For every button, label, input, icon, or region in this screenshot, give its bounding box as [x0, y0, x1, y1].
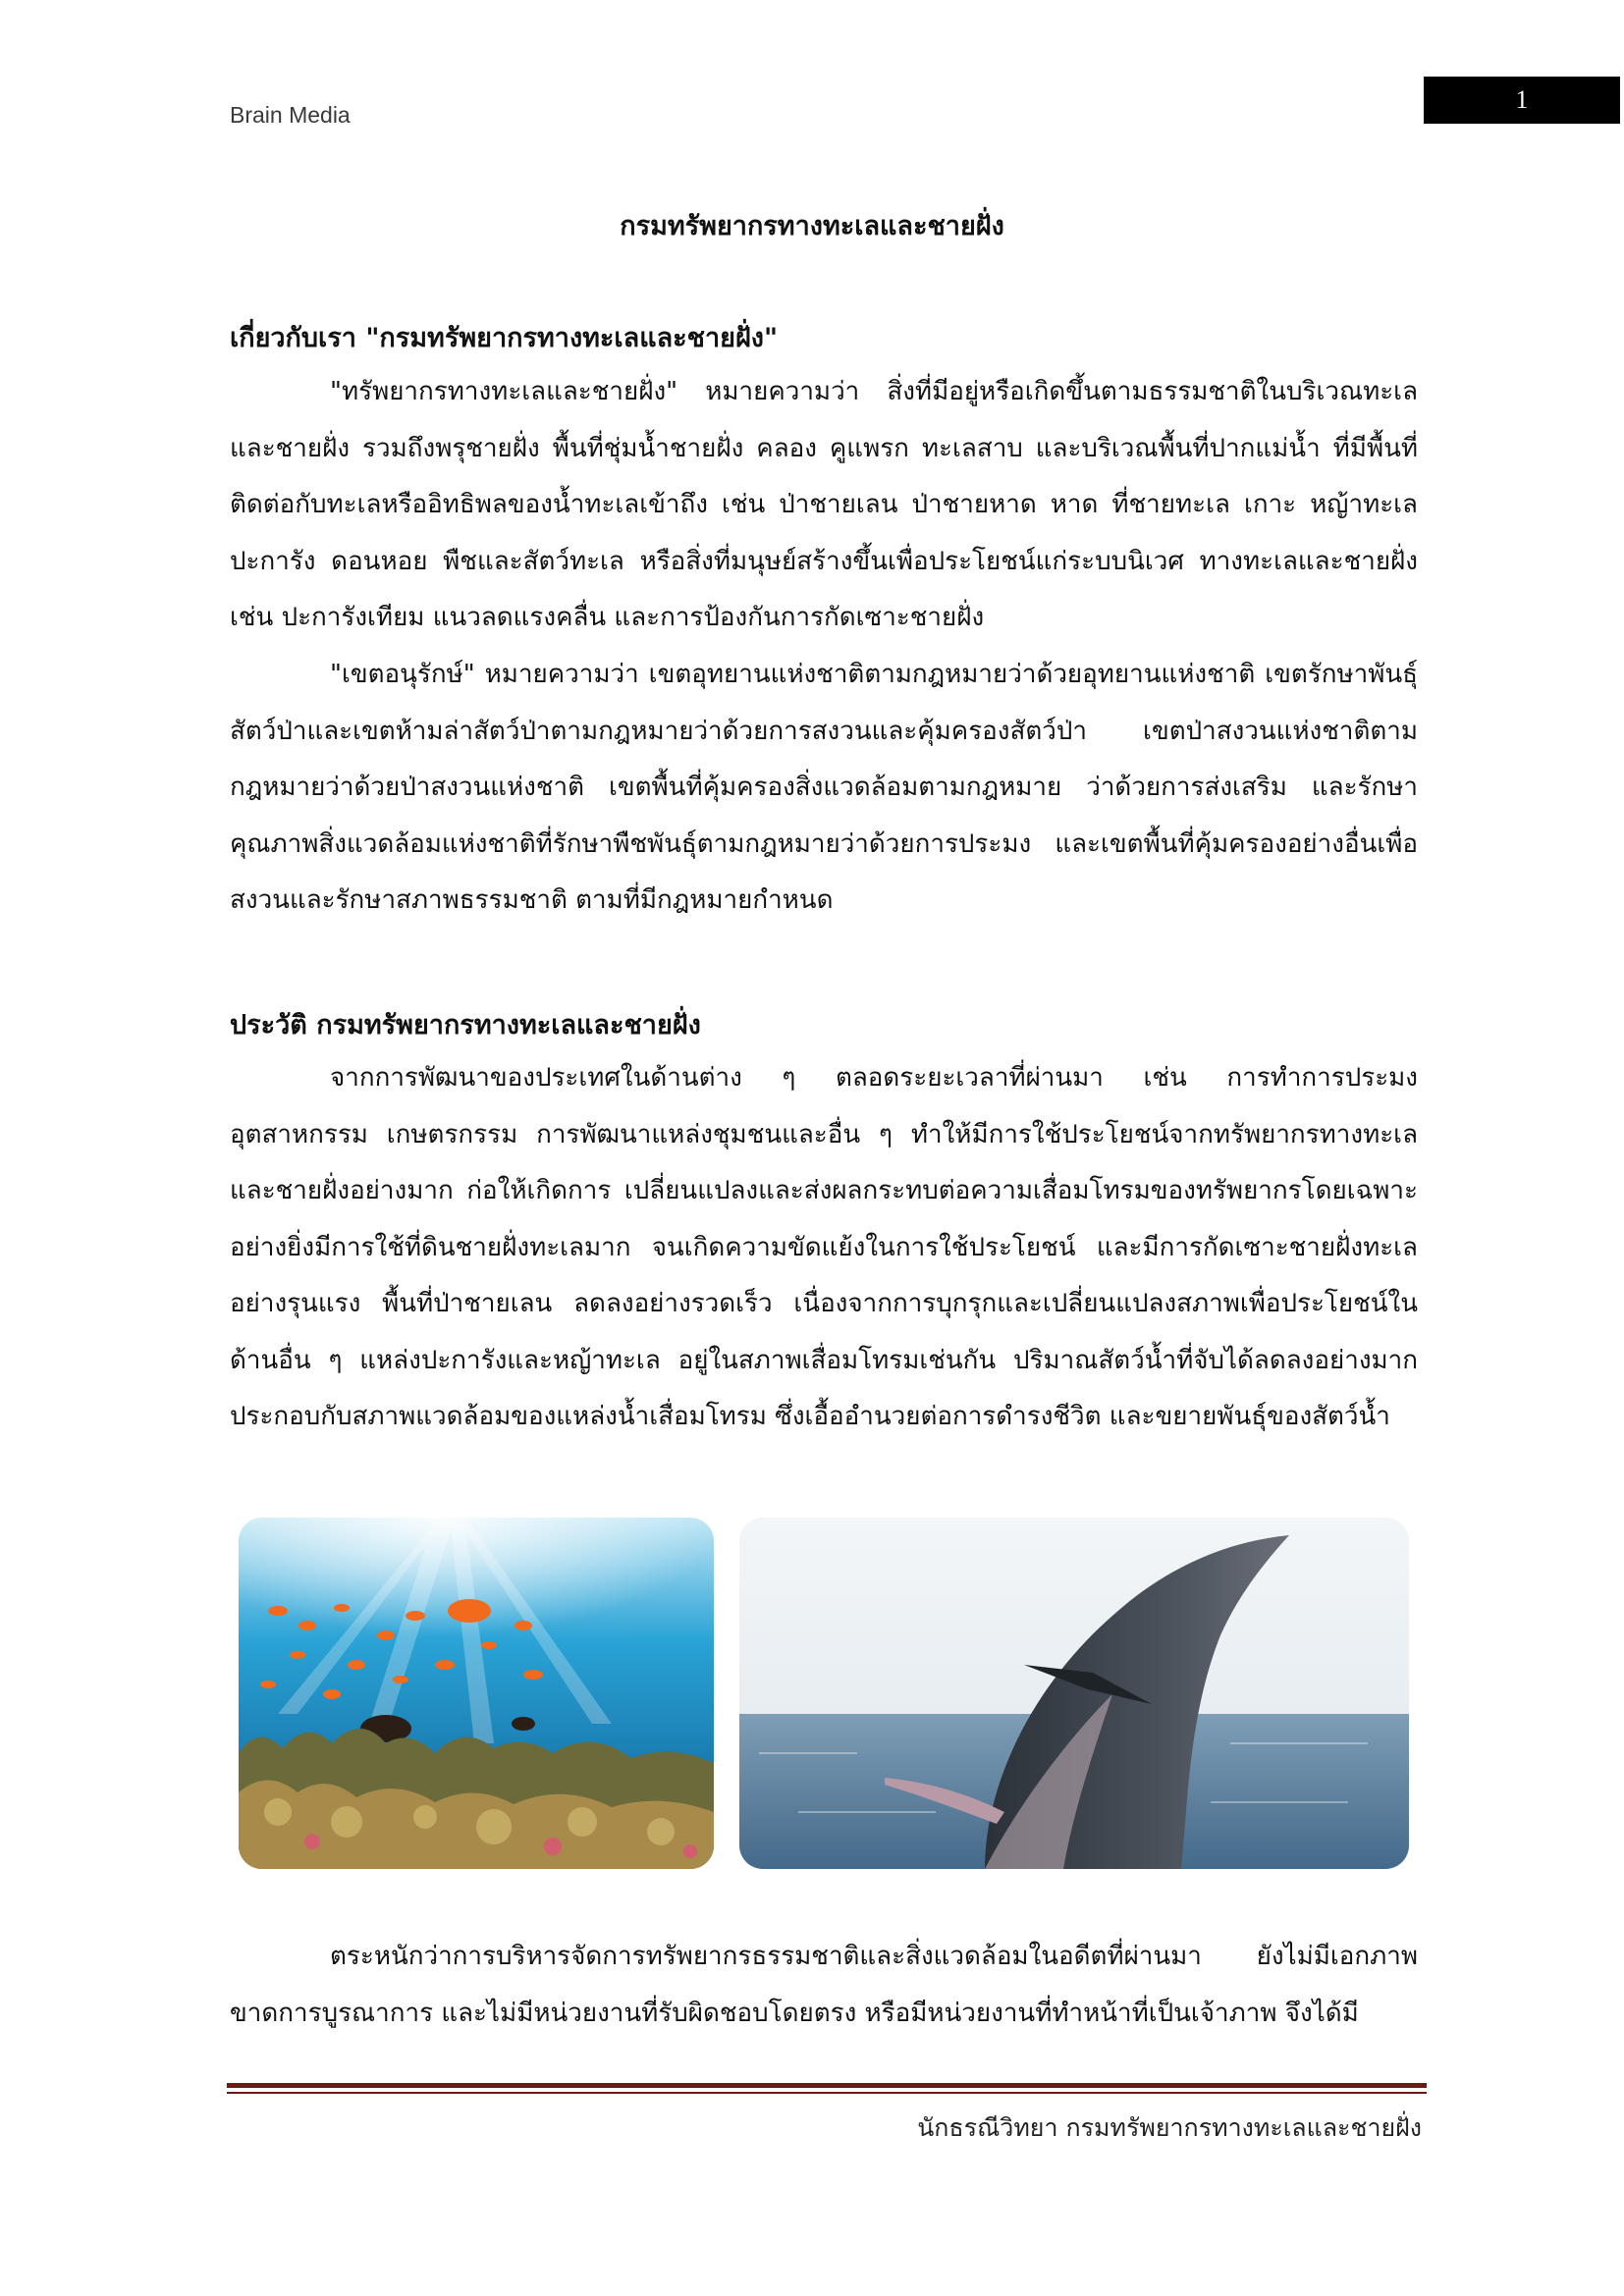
header-brand: Brain Media	[230, 102, 351, 128]
paragraph-history: จากการพัฒนาของประเทศในด้านต่าง ๆ ตลอดระยะเวลาที่ผ่านมา เช่น การทำการประมง อุตสาหกรรม เกษตรกรรม การพัฒนาแหล่งชุมชนและอื่น ๆ ทำให้มีการใช้ประโยชน์จากทรัพยากรทางทะเลและชายฝั่งอย่างมาก ก่อให้เกิดการ เปลี่ยนแปลงและส่งผลกระทบต่อความเสื่อมโทรมของทรัพยากรโดยเฉพาะอย่างยิ่งมีการใช้ที่ดินชายฝั่งทะเลมาก จนเกิดความขัดแย้งในการใช้ประโยชน์ และมีการกัดเซาะชายฝั่งทะเลอย่างรุนแรง พื้นที่ป่าชายเลน ลดลงอย่างรวดเร็ว เนื่องจากการบุกรุกและเปลี่ยนแปลงสภาพเพื่อประโยชน์ในด้านอื่น ๆ แหล่งปะการังและหญ้าทะเล อยู่ในสภาพเสื่อมโทรมเช่นกัน ปริมาณสัตว์น้ำที่จับได้ลดลงอย่างมาก ประกอบกับสภาพแวดล้อมของแหล่งน้ำเสื่อมโทรม ซึ่งเอื้ออำนวยต่อการดำรงชีวิต และขยายพันธุ์ของสัตว์น้ำ	[230, 1063, 1418, 1431]
page-number-badge: 1	[1424, 77, 1620, 124]
paragraph-conservation-zone-definition: "เขตอนุรักษ์" หมายความว่า เขตอุทยานแห่งชาติตามกฎหมายว่าด้วยอุทยานแห่งชาติ เขตรักษาพันธุ์สัตว์ป่าและเขตห้ามล่าสัตว์ป่าตามกฎหมายว่าด้วยการสงวนและคุ้มครองสัตว์ป่า เขตป่าสงวนแห่งชาติตามกฎหมายว่าด้วยป่าสงวนแห่งชาติ เขตพื้นที่คุ้มครองสิ่งแวดล้อมตามกฎหมาย ว่าด้วยการส่งเสริม และรักษาคุณภาพสิ่งแวดล้อมแห่งชาติที่รักษาพืชพันธุ์ตามกฎหมายว่าด้วยการประมง และเขตพื้นที่คุ้มครองอย่างอื่นเพื่อสงวนและรักษาสภาพธรรมชาติ ตามที่มีกฎหมายกำหนด	[230, 660, 1418, 915]
paragraph-awareness: ตระหนักว่าการบริหารจัดการทรัพยากรธรรมชาติและสิ่งแวดล้อมในอดีตที่ผ่านมา ยังไม่มีเอกภาพ ขาดการบูรณาการ และไม่มีหน่วยงานที่รับผิดชอบโดยตรง หรือมีหน่วยงานที่ทำหน้าที่เป็นเจ้าภาพ จึงได้มี	[230, 1942, 1418, 2028]
paragraph-marine-resources-definition: "ทรัพยากรทางทะเลและชายฝั่ง" หมายความว่า สิ่งที่มีอยู่หรือเกิดขึ้นตามธรรมชาติในบริเวณทะเลและชายฝั่ง รวมถึงพรุชายฝั่ง พื้นที่ชุ่มน้ำชายฝั่ง คลอง คูแพรก ทะเลสาบ และบริเวณพื้นที่ปากแม่น้ำ ที่มีพื้นที่ติดต่อกับทะเลหรืออิทธิพลของน้ำทะเลเข้าถึง เช่น ป่าชายเลน ป่าชายหาด หาด ที่ชายทะเล เกาะ หญ้าทะเล ปะการัง ดอนหอย พืชและสัตว์ทะเล หรือสิ่งที่มนุษย์สร้างขึ้นเพื่อประโยชน์แก่ระบบนิเวศ ทางทะเลและชายฝั่ง เช่น ปะการังเทียม แนวลดแรงคลื่น และการป้องกันการกัดเซาะชายฝั่ง	[230, 377, 1418, 632]
footer-rule	[227, 2083, 1427, 2088]
coral-reef-photo	[239, 1518, 714, 1869]
footer-rule-thin	[227, 2092, 1427, 2094]
document-title: กรมทรัพยากรทางทะเลและชายฝั่ง	[620, 211, 1004, 241]
footer-text: นักธรณีวิทยา กรมทรัพยากรทางทะเลและชายฝั่ง	[917, 2113, 1422, 2142]
section-heading-about: เกี่ยวกับเรา "กรมทรัพยากรทางทะเลและชายฝั่ง"	[230, 323, 779, 353]
whale-photo	[739, 1518, 1409, 1869]
section-heading-history: ประวัติ กรมทรัพยากรทางทะเลและชายฝั่ง	[230, 1010, 701, 1041]
